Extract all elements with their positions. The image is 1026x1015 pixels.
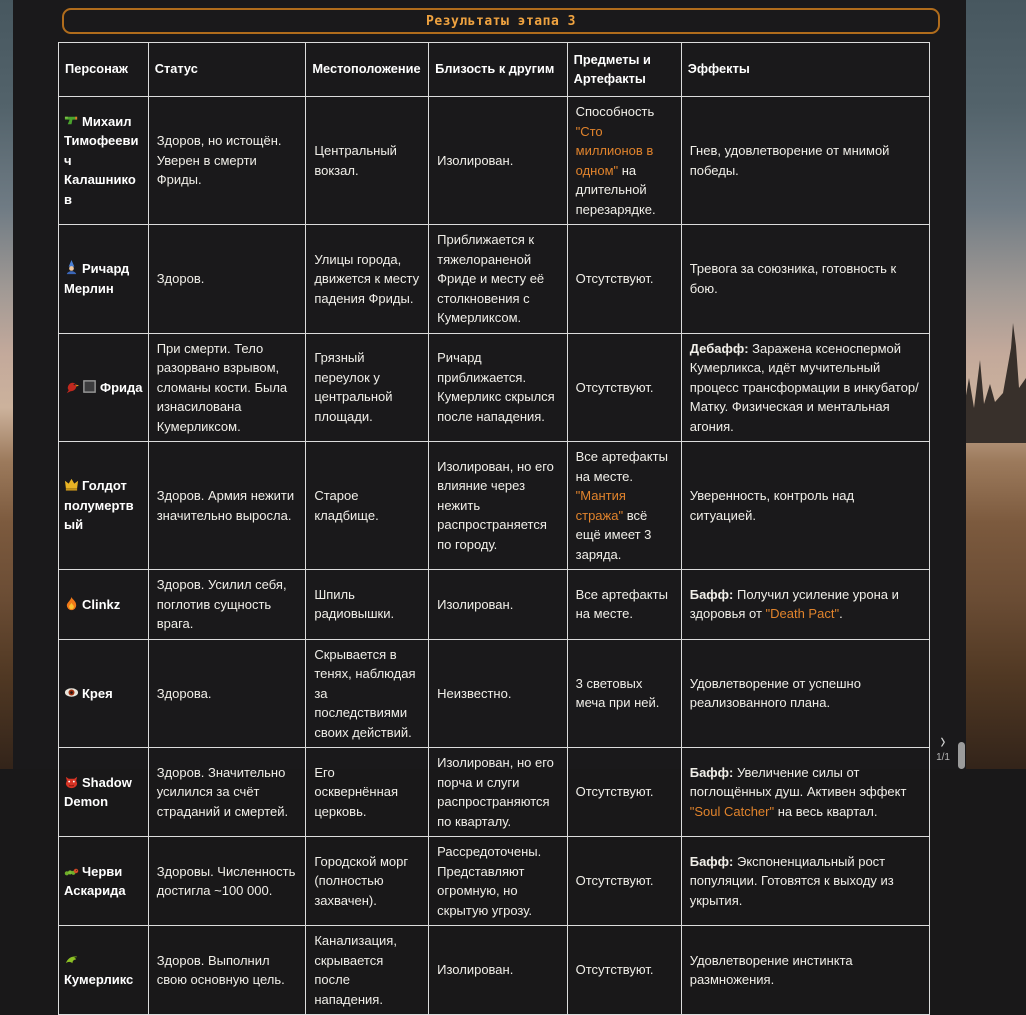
cell-text: Все артефакты на месте. [575, 586, 668, 622]
cell-text: Экспоненциальный рост популяции. Готовятся к выходу из укрытия. [689, 853, 894, 908]
column-header: Предметы и Артефакты [567, 43, 681, 97]
cell-text: Отсутствуют. [575, 962, 654, 978]
effects-cell [681, 97, 929, 225]
location-cell: Его осквернённая церковь. [306, 748, 429, 837]
cell-text: Увеличение силы от поглощённых душ. Активен эффект [689, 764, 907, 800]
cell-text: . [839, 606, 843, 622]
cell-text: Способность [575, 104, 655, 120]
cell-text: Отсутствуют. [575, 873, 654, 889]
red-bird-icon [64, 380, 82, 395]
demon-icon [64, 775, 82, 790]
items-cell [567, 748, 681, 837]
proximity-cell: Изолирован. [429, 97, 567, 225]
location-cell: Канализация, скрывается после нападения. [306, 926, 429, 1015]
caterpillar-icon [64, 864, 82, 879]
column-header: Персонаж [59, 43, 149, 97]
column-header: Близость к другим [429, 43, 567, 97]
cell-text: Отсутствуют. [575, 379, 654, 395]
character-name: Михаил Тимофеевич Калашников [64, 113, 139, 207]
character-name: Крея [82, 685, 113, 701]
cell-text: Дебафф: [689, 340, 749, 356]
cell-text: Бафф: [689, 586, 734, 602]
effects-cell [681, 333, 929, 442]
character-name: Черви Аскарида [64, 863, 126, 899]
wizard-icon [64, 261, 82, 276]
effects-cell [681, 926, 929, 1015]
effects-cell [681, 837, 929, 926]
character-cell [59, 570, 149, 640]
effects-cell [681, 639, 929, 748]
cell-text: на длительной перезарядке. [575, 162, 656, 217]
status-cell: Здорова. [148, 639, 306, 748]
column-header: Местоположение [306, 43, 429, 97]
cell-text: Отсутствуют. [575, 271, 654, 287]
table-row [59, 926, 930, 1015]
items-cell [567, 837, 681, 926]
cell-text: Бафф: [689, 764, 734, 780]
cell-text: 3 световых меча при ней. [575, 675, 660, 711]
crown-icon [64, 478, 82, 493]
proximity-cell: Изолирован. [429, 926, 567, 1015]
effects-cell [681, 748, 929, 837]
table-row [59, 837, 930, 926]
proximity-cell: Изолирован, но его влияние через нежить распространяется по городу. [429, 442, 567, 570]
status-cell: Здоров. [148, 225, 306, 334]
cell-text: Гнев, удовлетворение от мнимой победы. [689, 143, 890, 178]
results-table [58, 42, 930, 1015]
location-cell: Шпиль радиовышки. [306, 570, 429, 640]
cell-text: Отсутствуют. [575, 784, 654, 800]
items-cell [567, 639, 681, 748]
table-body [59, 97, 930, 1015]
header-row [59, 43, 930, 97]
proximity-cell: Рассредоточены. Представляют огромную, но скрытую угрозу. [429, 837, 567, 926]
artifact-link[interactable]: "Death Pact" [765, 606, 840, 622]
effects-cell [681, 442, 929, 570]
artifact-link[interactable]: "Soul Catcher" [689, 803, 775, 819]
location-cell: Старое кладбище. [306, 442, 429, 570]
effects-cell [681, 225, 929, 334]
table-row [59, 225, 930, 334]
table-row [59, 748, 930, 837]
table-row [59, 442, 930, 570]
pagination [936, 729, 950, 763]
cell-text: Заражена ксеноспермой Кумерликса, идёт мучительный процесс трансформации в инкубатор/Матку. Физическая и ментальная агония. [689, 340, 919, 434]
status-cell: Здоров. Армия нежити значительно выросла. [148, 442, 306, 570]
content-panel [13, 0, 966, 1007]
status-cell: Здоров. Усилил себя, поглотив сущность врага. [148, 570, 306, 640]
items-cell [567, 333, 681, 442]
cell-text: на весь квартал. [774, 803, 878, 819]
location-cell: Улицы города, движется к месту падения Фриды. [306, 225, 429, 334]
proximity-cell: Ричард приближается. Кумерликс скрылся после нападения. [429, 333, 567, 442]
flame-icon [64, 597, 82, 612]
character-name: Фрида [100, 379, 143, 395]
character-cell [59, 442, 149, 570]
proximity-cell: Приближается к тяжелораненой Фриде и месту её столкновения с Кумерликсом. [429, 225, 567, 334]
table-row [59, 570, 930, 640]
page-indicator: 1/1 [936, 752, 950, 763]
character-cell [59, 639, 149, 748]
character-name: Ричард Мерлин [64, 261, 130, 296]
status-cell: Здоров, но истощён. Уверен в смерти Фриды. [148, 97, 306, 225]
character-cell [59, 333, 149, 442]
table-row [59, 639, 930, 748]
location-cell: Скрывается в тенях, наблюдая за последствиями своих действий. [306, 639, 429, 748]
column-header: Эффекты [681, 43, 929, 97]
character-cell [59, 97, 149, 225]
status-cell: Здоров. Значительно усилился за счёт страданий и смертей. [148, 748, 306, 837]
artifact-link[interactable]: "Сто миллионов в одном" [575, 123, 654, 178]
proximity-cell: Изолирован. [429, 570, 567, 640]
character-name: Clinkz [82, 596, 121, 612]
items-cell [567, 225, 681, 334]
items-cell [567, 926, 681, 1015]
stage-results-title: Результаты этапа 3 [426, 13, 576, 29]
character-name: Кумерликс [64, 972, 134, 988]
column-header: Статус [148, 43, 306, 97]
vertical-scrollbar-thumb[interactable] [958, 742, 965, 769]
cell-text: всё ещё имеет 3 заряда. [575, 507, 652, 562]
artifact-link[interactable]: "Мантия стража" [575, 488, 626, 523]
location-cell: Городской морг (полностью захвачен). [306, 837, 429, 926]
proximity-cell: Неизвестно. [429, 639, 567, 748]
character-cell [59, 926, 149, 1015]
character-name: Голдот полумертвый [64, 478, 134, 533]
pistol-icon [64, 114, 82, 129]
cell-text: Удовлетворение инстинкта размножения. [689, 952, 853, 988]
character-name: Shadow Demon [64, 774, 132, 810]
character-cell [59, 225, 149, 334]
creature-icon [64, 953, 82, 968]
eye-icon [64, 686, 82, 701]
character-cell [59, 748, 149, 837]
items-cell [567, 442, 681, 570]
table-row [59, 97, 930, 225]
cell-text: Все артефакты на месте. [575, 449, 668, 484]
location-cell: Грязный переулок у центральной площади. [306, 333, 429, 442]
table-row [59, 333, 930, 442]
next-page-button[interactable]: › [940, 729, 946, 754]
rock-spires [963, 318, 1026, 443]
cell-text: Уверенность, контроль над ситуацией. [689, 488, 855, 523]
cell-text: Удовлетворение от успешно реализованного плана. [689, 675, 861, 711]
effects-cell [681, 570, 929, 640]
status-cell: Здоровы. Численность достигла ~100 000. [148, 837, 306, 926]
cell-text: Тревога за союзника, готовность к бою. [689, 261, 897, 296]
items-cell [567, 97, 681, 225]
items-cell [567, 570, 681, 640]
status-cell: Здоров. Выполнил свою основную цель. [148, 926, 306, 1015]
location-cell: Центральный вокзал. [306, 97, 429, 225]
stage-results-banner [62, 8, 940, 34]
tofu-box-icon [82, 380, 100, 395]
character-cell [59, 837, 149, 926]
cell-text: Бафф: [689, 853, 734, 869]
status-cell: При смерти. Тело разорвано взрывом, сломаны кости. Была изнасилована Кумерликсом. [148, 333, 306, 442]
proximity-cell: Изолирован, но его порча и слуги распространяются по кварталу. [429, 748, 567, 837]
cell-text: Получил усиление урона и здоровья от [689, 586, 899, 622]
